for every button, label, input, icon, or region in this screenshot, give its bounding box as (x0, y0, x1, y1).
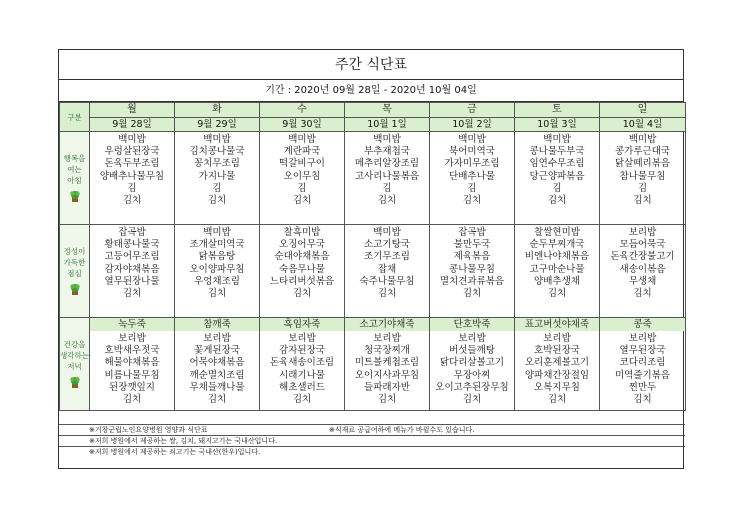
menu-item: 잡곡밥 (118, 227, 146, 238)
menu-item: 찐만두 (628, 381, 657, 393)
menu-item: 김 (127, 182, 137, 194)
menu-item: 새송이볶음 (619, 263, 666, 275)
menu-item: 김치 (633, 394, 652, 406)
menu-cell (90, 318, 175, 411)
menu-item: 해초샐러드 (279, 381, 325, 393)
menu-item: 보리밥 (288, 333, 316, 344)
menu-item: 조기무조림 (364, 251, 410, 263)
date-cell: 10월 1일 (345, 118, 430, 132)
plant-icon (60, 189, 89, 203)
meal-label-line: 저녁 (67, 362, 82, 371)
menu-item: 김치 (207, 288, 227, 300)
menu-item: 김치 (547, 288, 567, 300)
menu-item: 김치 (633, 195, 652, 207)
menu-item: 오복지무침 (534, 381, 580, 393)
menu-item: 양배추나물무침 (99, 170, 165, 182)
menu-item: 김 (382, 182, 392, 194)
day-header: 토 (515, 103, 600, 118)
menu-item: 무생채 (628, 275, 657, 287)
menu-item: 잡곡밥 (458, 227, 486, 238)
menu-item: 양파채간장절임 (524, 369, 590, 381)
porridge-item: 단호박죽 (430, 318, 514, 331)
menu-item: 계란파국 (283, 146, 321, 158)
menu-cell (345, 132, 430, 225)
date-cell: 9월 30일 (260, 118, 345, 132)
menu-item: 김치 (462, 394, 482, 406)
menu-item: 조개살미역국 (189, 239, 245, 251)
menu-item: 감자야채볶음 (104, 263, 160, 275)
menu-item: 미트볼케첩조림 (354, 357, 420, 369)
menu-item: 열무된장나물 (104, 275, 160, 287)
menu-item: 꽁치무조림 (194, 158, 240, 170)
date-cell: 9월 29일 (175, 118, 260, 132)
menu-cell (90, 132, 175, 225)
meal-plan-sheet (58, 49, 684, 469)
menu-item: 김치 (377, 288, 397, 300)
date-cell: 10월 3일 (515, 118, 600, 132)
porridge-item: 녹두죽 (90, 318, 174, 331)
menu-item: 양배추생채 (534, 275, 580, 287)
menu-item: 소고기탕국 (364, 239, 410, 251)
menu-item: 숙음무나물 (279, 263, 325, 275)
menu-item: 북어미역국 (449, 146, 495, 158)
menu-item: 모듬어묵국 (619, 239, 666, 251)
menu-item: 김치 (122, 394, 142, 406)
menu-item: 닭살떼리볶음 (614, 158, 671, 170)
plant-icon (60, 282, 89, 296)
menu-item: 백미밥 (543, 134, 571, 145)
menu-item: 느타리버섯볶음 (269, 275, 335, 287)
menu-item: 오리훈제볼고기 (524, 357, 590, 369)
menu-item: 찰흑미밥 (283, 227, 321, 238)
menu-cell (515, 132, 600, 225)
menu-item: 김치 (122, 288, 142, 300)
menu-item: 김치 (462, 195, 482, 207)
menu-cell (175, 225, 260, 318)
meal-row (60, 225, 686, 318)
menu-item: 백미밥 (203, 227, 231, 238)
menu-item: 오이무침 (283, 170, 321, 182)
menu-item: 제육볶음 (453, 251, 491, 263)
menu-item: 꽃게된장국 (194, 345, 240, 357)
menu-item: 어묵야채볶음 (189, 357, 245, 369)
note-line (59, 435, 685, 446)
menu-item: 돈육간장불고기 (610, 251, 675, 263)
menu-item: 오이지사과무침 (354, 369, 420, 381)
menu-item: 김치 (207, 195, 227, 207)
menu-cell (345, 225, 430, 318)
meal-label-line: 여는 (67, 165, 82, 174)
menu-cell (515, 225, 600, 318)
menu-cell (175, 132, 260, 225)
menu-item: 황태콩나물국 (104, 239, 160, 251)
menu-item: 백미밥 (203, 134, 231, 145)
menu-cell (345, 318, 430, 411)
menu-item: 고구마순나물 (529, 263, 585, 275)
menu-item: 보리밥 (373, 333, 401, 344)
plant-icon (60, 375, 89, 389)
menu-item: 닭다리살볼고기 (439, 357, 505, 369)
menu-item: 김치 (292, 288, 312, 300)
menu-item: 김 (637, 182, 648, 194)
menu-item: 순대야채볶음 (274, 251, 330, 263)
menu-cell (260, 318, 345, 411)
menu-item: 닭볶음탕 (198, 251, 236, 263)
date-cell: 10월 2일 (430, 118, 515, 132)
menu-item: 보리밥 (543, 333, 571, 344)
menu-item: 단배추나물 (449, 170, 495, 182)
menu-cell (515, 318, 600, 411)
notes (59, 424, 685, 457)
date-row (60, 118, 686, 132)
date-cell: 9월 28일 (90, 118, 175, 132)
meal-label (60, 132, 90, 225)
menu-item: 김 (467, 182, 477, 194)
menu-item: 미역줄기볶음 (614, 369, 671, 381)
meal-label-line: 가득한 (63, 258, 86, 267)
menu-item: 김치 (292, 195, 312, 207)
menu-item: 당근양파볶음 (529, 170, 585, 182)
menu-item: 김치 (377, 195, 397, 207)
menu-item: 우엉채조림 (194, 275, 240, 287)
page-title: 주간 식단표 (59, 50, 683, 80)
meal-row (60, 318, 686, 411)
menu-item: 보리밥 (203, 333, 231, 344)
menu-cell (260, 132, 345, 225)
menu-item: 오이고추된장무침 (435, 381, 509, 393)
menu-item: 무채들깨나물 (189, 381, 245, 393)
menu-item: 감자된장국 (279, 345, 325, 357)
porridge-item: 흑임자죽 (260, 318, 344, 331)
menu-item: 김치 (547, 195, 567, 207)
note-line (59, 446, 685, 457)
menu-item: 오이양파무침 (189, 263, 245, 275)
porridge-item: 참깨죽 (175, 318, 259, 331)
menu-item: 고등어무조림 (104, 251, 160, 263)
menu-item: 보리밥 (628, 227, 657, 238)
note-extra: ※식재료 공급여하에 메뉴가 바뀔수도 있습니다. (329, 426, 475, 434)
menu-item: 돈육두부조림 (104, 158, 160, 170)
menu-item: 숙주나물무침 (359, 275, 415, 287)
day-header: 월 (90, 103, 175, 118)
menu-cell (430, 225, 515, 318)
menu-item: 들파래자반 (364, 381, 410, 393)
menu-item: 백미밥 (373, 134, 401, 145)
menu-item: 김치 (122, 195, 142, 207)
meal-label-line: 정성이 (63, 247, 86, 256)
day-header-row (60, 103, 686, 118)
menu-item: 떡갈비구이 (279, 158, 325, 170)
menu-item: 된장깻잎지 (109, 381, 155, 393)
menu-cell (90, 225, 175, 318)
menu-item: 보리밥 (628, 333, 657, 344)
meal-label (60, 318, 90, 411)
menu-item: 고사리나물볶음 (354, 170, 420, 182)
menu-item: 백미밥 (458, 134, 486, 145)
menu-item: 백미밥 (373, 227, 401, 238)
menu-cell (430, 318, 515, 411)
menu-item: 코다리조림 (619, 357, 666, 369)
menu-item: 가지나물 (198, 170, 236, 182)
menu-item: 가자미무조림 (444, 158, 500, 170)
porridge-item: 콩죽 (600, 318, 685, 331)
day-header: 화 (175, 103, 260, 118)
menu-item: 불만두국 (453, 239, 491, 251)
day-header: 금 (430, 103, 515, 118)
menu-cell (600, 132, 686, 225)
menu-item: 비름나물무침 (104, 369, 160, 381)
meal-row (60, 132, 686, 225)
menu-item: 멸치견과류볶음 (439, 275, 505, 287)
menu-item: 무장아찌 (453, 369, 491, 381)
menu-cell (175, 318, 260, 411)
meal-label (60, 225, 90, 318)
menu-item: 김치 (462, 288, 482, 300)
menu-item: 시래기나물 (279, 369, 325, 381)
note-text: ※저희 병원에서 제공하는 쇠고기는 국내산(한우)입니다. (89, 448, 261, 456)
menu-item: 김치 (633, 288, 652, 300)
note-line (59, 424, 685, 435)
menu-item: 백미밥 (118, 134, 146, 145)
meal-label-line: 건강을 (63, 340, 86, 349)
menu-item: 깨순멸치조림 (189, 369, 245, 381)
menu-item: 백미밥 (628, 134, 657, 145)
menu-item: 김치 (207, 394, 227, 406)
menu-item: 보리밥 (118, 333, 146, 344)
menu-item: 버섯들깨탕 (449, 345, 495, 357)
meal-label-line: 아침 (67, 176, 82, 185)
menu-cell (600, 318, 686, 411)
menu-item: 김치콩나물국 (189, 146, 245, 158)
menu-item: 김 (212, 182, 222, 194)
menu-item: 콩나물두부국 (529, 146, 585, 158)
menu-cell (600, 225, 686, 318)
menu-item: 메추리알장조림 (354, 158, 420, 170)
menu-item: 김치 (547, 394, 567, 406)
menu-item: 잡채 (377, 263, 397, 275)
menu-item: 호박된장국 (534, 345, 580, 357)
menu-item: 보리밥 (458, 333, 486, 344)
day-header: 수 (260, 103, 345, 118)
menu-item: 돈육새송이조림 (269, 357, 335, 369)
period-text: 기간 : 2020년 09월 28일 - 2020년 10월 04일 (59, 80, 683, 102)
date-cell: 10월 4일 (600, 118, 686, 132)
menu-item: 찰쌀현미밥 (534, 227, 580, 238)
header-label: 구분 (60, 103, 90, 132)
menu-item: 콩나물무침 (449, 263, 495, 275)
menu-item: 김 (552, 182, 562, 194)
meal-label-line: 생각하는 (60, 351, 89, 360)
menu-item: 해물야채볶음 (104, 357, 160, 369)
day-header: 일 (600, 103, 686, 118)
menu-item: 오징어무국 (279, 239, 325, 251)
menu-item: 호박새우젓국 (104, 345, 160, 357)
day-header: 목 (345, 103, 430, 118)
note-text: ※저희 병원에서 제공하는 쌀, 김치, 돼지고기는 국내산입니다. (89, 437, 278, 445)
menu-item: 비엔나야채볶음 (524, 251, 590, 263)
menu-item: 김 (297, 182, 307, 194)
menu-cell (430, 132, 515, 225)
menu-item: 임연수무조림 (529, 158, 585, 170)
menu-item: 우렁살된장국 (104, 146, 160, 158)
menu-item: 김치 (292, 394, 312, 406)
menu-cell (260, 225, 345, 318)
menu-item: 콩가루근대국 (614, 146, 671, 158)
porridge-item: 소고기야채죽 (345, 318, 429, 331)
menu-item: 열무된장국 (619, 345, 666, 357)
menu-item: 순두부찌개국 (529, 239, 585, 251)
menu-item: 청국장찌개 (364, 345, 410, 357)
porridge-item: 표고버섯야채죽 (515, 318, 599, 331)
menu-item: 백미밥 (288, 134, 316, 145)
meal-label-line: 행복을 (63, 154, 86, 163)
menu-item: 부추재첩국 (364, 146, 410, 158)
menu-item: 김치 (377, 394, 397, 406)
note-text: ※거창군립노인요양병원 영양과 식단표 (89, 426, 208, 434)
menu-item: 참나물무침 (619, 170, 666, 182)
meal-table (59, 102, 686, 411)
meal-label-line: 점심 (67, 269, 82, 278)
